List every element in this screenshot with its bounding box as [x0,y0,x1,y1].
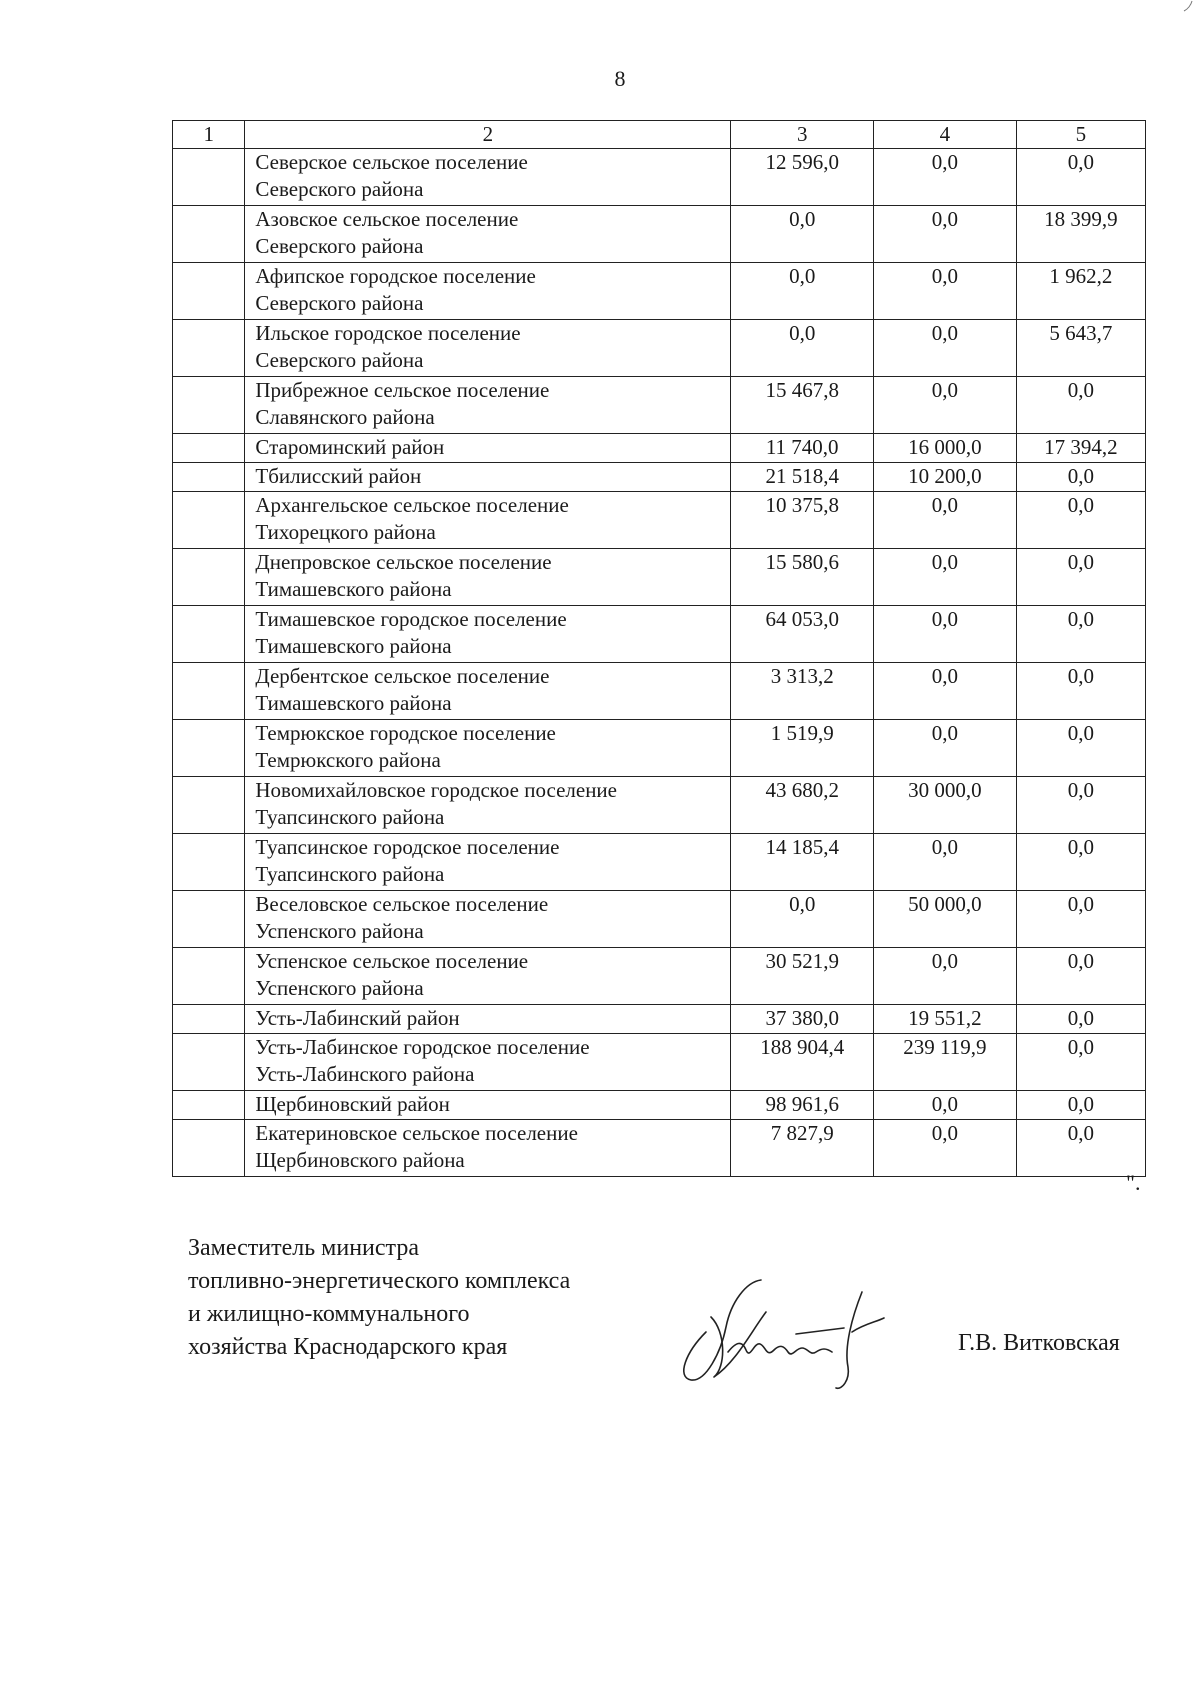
table-row [173,948,1146,1005]
value-cell-c5: 0,0 [1016,606,1145,663]
row-index-cell [173,434,245,463]
allocation-table [172,120,1146,1177]
value-cell-c3: 3 313,2 [731,663,874,720]
municipality-name-line: Тимашевского района [255,634,452,658]
value-cell-c4: 30 000,0 [874,777,1017,834]
signatory-position [188,1232,570,1364]
row-index-cell [173,1034,245,1091]
page-number: 8 [614,66,626,91]
municipality-name-line: Новомихайловское городское поселение [255,778,617,802]
municipality-name-cell [245,320,731,377]
row-index-cell [173,891,245,948]
municipality-name-cell [245,434,731,463]
value-cell-c5: 0,0 [1016,834,1145,891]
municipality-name-line: Усть-Лабинского района [255,1062,475,1086]
closing-quote: ". [1126,1170,1141,1195]
municipality-name-line: Тбилисский район [255,464,422,488]
value-cell-c4: 0,0 [874,549,1017,606]
municipality-name-line: Северского района [255,348,424,372]
row-index-cell [173,377,245,434]
table-body [173,149,1146,1177]
row-index-cell [173,1091,245,1120]
municipality-name-cell [245,463,731,492]
value-cell-c3: 14 185,4 [731,834,874,891]
municipality-name-line: Успенского района [255,976,424,1000]
table-row [173,1034,1146,1091]
value-cell-c3: 10 375,8 [731,492,874,549]
position-line: топливно-энергетического комплекса [188,1268,571,1294]
value-cell-c4: 0,0 [874,149,1017,206]
municipality-name-line: Дербентское сельское поселение [255,664,550,688]
row-index-cell [173,320,245,377]
value-cell-c4: 0,0 [874,1091,1017,1120]
municipality-name-line: Щербиновского района [255,1148,465,1172]
table-row [173,891,1146,948]
table-row [173,149,1146,206]
handwritten-signature [666,1272,916,1392]
municipality-name-cell [245,263,731,320]
header-col-2: 2 [245,121,731,149]
value-cell-c5: 0,0 [1016,492,1145,549]
municipality-name-line: Успенского района [255,919,424,943]
municipality-name-cell [245,720,731,777]
value-cell-c5: 0,0 [1016,720,1145,777]
header-col-1: 1 [173,121,245,149]
value-cell-c5: 5 643,7 [1016,320,1145,377]
municipality-name-line: Темрюкское городское поселение [255,721,556,745]
municipality-name-line: Щербиновский район [255,1092,450,1116]
value-cell-c3: 21 518,4 [731,463,874,492]
value-cell-c3: 64 053,0 [731,606,874,663]
position-line: хозяйства Краснодарского края [188,1334,508,1360]
table-row [173,663,1146,720]
municipality-name-cell [245,1034,731,1091]
municipality-name-line: Северское сельское поселение [255,150,528,174]
municipality-name-line: Северского района [255,291,424,315]
row-index-cell [173,263,245,320]
municipality-name-cell [245,948,731,1005]
table-row [173,434,1146,463]
value-cell-c4: 239 119,9 [874,1034,1017,1091]
municipality-name-line: Азовское сельское поселение [255,207,519,231]
municipality-name-line: Темрюкского района [255,748,441,772]
value-cell-c5: 1 962,2 [1016,263,1145,320]
row-index-cell [173,606,245,663]
table-row [173,377,1146,434]
value-cell-c4: 0,0 [874,948,1017,1005]
table-row [173,834,1146,891]
value-cell-c5: 0,0 [1016,1120,1145,1177]
value-cell-c4: 0,0 [874,834,1017,891]
position-line: и жилищно-коммунального [188,1301,470,1327]
municipality-name-line: Афипское городское поселение [255,264,536,288]
municipality-name-line: Днепровское сельское поселение [255,550,552,574]
municipality-name-line: Туапсинского района [255,862,445,886]
municipality-name-cell [245,149,731,206]
row-index-cell [173,948,245,1005]
row-index-cell [173,549,245,606]
row-index-cell [173,834,245,891]
municipality-name-line: Ильское городское поселение [255,321,521,345]
municipality-name-cell [245,1091,731,1120]
value-cell-c3: 0,0 [731,206,874,263]
municipality-name-cell [245,492,731,549]
header-col-3: 3 [731,121,874,149]
municipality-name-line: Северского района [255,177,424,201]
table-row [173,1120,1146,1177]
value-cell-c5: 0,0 [1016,377,1145,434]
value-cell-c4: 0,0 [874,663,1017,720]
row-index-cell [173,777,245,834]
table-row [173,1005,1146,1034]
municipality-name-line: Архангельское сельское поселение [255,493,569,517]
value-cell-c4: 0,0 [874,1120,1017,1177]
table-row [173,263,1146,320]
value-cell-c5: 0,0 [1016,1034,1145,1091]
value-cell-c3: 98 961,6 [731,1091,874,1120]
table-row [173,549,1146,606]
value-cell-c4: 0,0 [874,606,1017,663]
municipality-name-cell [245,834,731,891]
value-cell-c4: 16 000,0 [874,434,1017,463]
table-row [173,1091,1146,1120]
value-cell-c4: 0,0 [874,320,1017,377]
municipality-name-cell [245,777,731,834]
value-cell-c5: 0,0 [1016,1091,1145,1120]
table-row [173,720,1146,777]
municipality-name-line: Тихорецкого района [255,520,436,544]
municipality-name-cell [245,663,731,720]
value-cell-c5: 0,0 [1016,549,1145,606]
position-line: Заместитель министра [188,1235,419,1261]
row-index-cell [173,1005,245,1034]
municipality-name-line: Тимашевское городское поселение [255,607,567,631]
value-cell-c4: 0,0 [874,263,1017,320]
header-col-4: 4 [874,121,1017,149]
value-cell-c3: 30 521,9 [731,948,874,1005]
table-row [173,492,1146,549]
municipality-name-line: Староминский район [255,435,445,459]
value-cell-c5: 0,0 [1016,463,1145,492]
value-cell-c3: 37 380,0 [731,1005,874,1034]
municipality-name-line: Туапсинское городское поселение [255,835,560,859]
municipality-name-cell [245,1120,731,1177]
value-cell-c4: 0,0 [874,492,1017,549]
value-cell-c3: 0,0 [731,263,874,320]
value-cell-c3: 7 827,9 [731,1120,874,1177]
row-index-cell [173,206,245,263]
value-cell-c5: 0,0 [1016,777,1145,834]
municipality-name-line: Успенское сельское поселение [255,949,529,973]
table-row [173,606,1146,663]
municipality-name-line: Усть-Лабинское городское поселение [255,1035,590,1059]
row-index-cell [173,1120,245,1177]
signer-name: Г.В. Витковская [958,1330,1120,1356]
header-col-5: 5 [1016,121,1145,149]
municipality-name-cell [245,377,731,434]
municipality-name-line: Тимашевского района [255,691,452,715]
row-index-cell [173,663,245,720]
value-cell-c3: 0,0 [731,891,874,948]
municipality-name-line: Славянского района [255,405,435,429]
value-cell-c5: 0,0 [1016,948,1145,1005]
value-cell-c4: 0,0 [874,206,1017,263]
value-cell-c4: 0,0 [874,377,1017,434]
value-cell-c4: 19 551,2 [874,1005,1017,1034]
table-row [173,777,1146,834]
municipality-name-cell [245,606,731,663]
value-cell-c3: 15 580,6 [731,549,874,606]
value-cell-c5: 0,0 [1016,1005,1145,1034]
municipality-name-line: Веселовское сельское поселение [255,892,549,916]
municipality-name-line: Туапсинского района [255,805,445,829]
value-cell-c3: 15 467,8 [731,377,874,434]
table-row [173,206,1146,263]
value-cell-c3: 188 904,4 [731,1034,874,1091]
value-cell-c3: 43 680,2 [731,777,874,834]
municipality-name-cell [245,206,731,263]
value-cell-c3: 11 740,0 [731,434,874,463]
value-cell-c4: 10 200,0 [874,463,1017,492]
value-cell-c3: 0,0 [731,320,874,377]
value-cell-c5: 17 394,2 [1016,434,1145,463]
municipality-name-cell [245,549,731,606]
municipality-name-cell [245,1005,731,1034]
row-index-cell [173,149,245,206]
row-index-cell [173,463,245,492]
value-cell-c5: 0,0 [1016,891,1145,948]
value-cell-c4: 0,0 [874,720,1017,777]
table-row [173,320,1146,377]
value-cell-c3: 12 596,0 [731,149,874,206]
municipality-name-line: Прибрежное сельское поселение [255,378,550,402]
value-cell-c3: 1 519,9 [731,720,874,777]
municipality-name-line: Екатериновское сельское поселение [255,1121,578,1145]
value-cell-c5: 18 399,9 [1016,206,1145,263]
municipality-name-line: Северского района [255,234,424,258]
row-index-cell [173,720,245,777]
value-cell-c5: 0,0 [1016,663,1145,720]
value-cell-c4: 50 000,0 [874,891,1017,948]
municipality-name-line: Усть-Лабинский район [255,1006,460,1030]
row-index-cell [173,492,245,549]
value-cell-c5: 0,0 [1016,149,1145,206]
municipality-name-cell [245,891,731,948]
table-row [173,463,1146,492]
scan-mark [1182,0,1194,12]
municipality-name-line: Тимашевского района [255,577,452,601]
table-header-row [173,121,1146,149]
